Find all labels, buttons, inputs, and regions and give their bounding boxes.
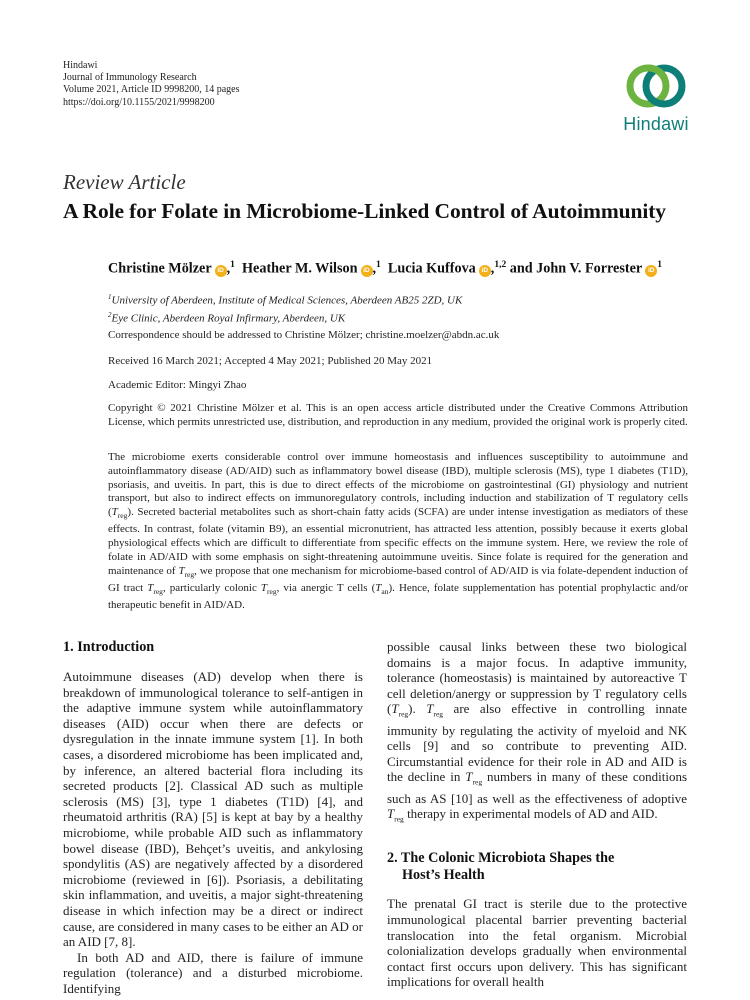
correspondence: Correspondence should be addressed to Christine Mölzer; christine.moelzer@abdn.ac.uk: [108, 329, 500, 341]
author-name[interactable]: Lucia Kuffova: [387, 260, 476, 277]
orcid-icon[interactable]: iD: [645, 265, 657, 277]
hindawi-logo: [618, 58, 694, 136]
paragraph: Autoimmune diseases (AD) develop when there is breakdown of immunological tolerance to self-antigen in the adaptive immune system while autoinflammatory diseases (AID) occur when there are defects or dysregulation in the innate immune system [1]. In both cases, a disordered microbiome has been implicated and, by inference, an altered bacterial flora including its secreted products [2]. Classical AD such as multiple sclerosis (MS) [3], type 1 diabetes (T1D) [4], and rheumatoid arthritis (RA) [5] is kept at bay by a healthy microbiome, while probable AID such as inflammatory bowel disease (IBD), Behçet’s uveitis, and ankylosing spondylitis (AS) are negatively affected by a disordered microbiome (reviewed in [6]). Psoriasis, a debilitating skin inflammation, and uveitis, a major sight-threatening disease in which infection may be a direct or indirect cause, are considered in many cases to be either an AD or an AID [7, 8].: [63, 669, 363, 950]
article-type: Review Article: [63, 170, 186, 194]
journal-meta: [63, 60, 239, 109]
right-column: [387, 639, 687, 990]
paragraph: The prenatal GI tract is sterile due to the protective immunological placental barrier preventing bacterial translocation into the fetal organism. Microbial colonialization develops gradually when environmental contact first occurs upon delivery. This has significant implications for overall health: [387, 896, 687, 990]
author-name[interactable]: Christine Mölzer: [108, 260, 212, 277]
section-heading: 2. The Colonic Microbiota Shapes the Host’s Health: [387, 850, 615, 884]
orcid-icon[interactable]: iD: [479, 265, 491, 277]
doi-link[interactable]: https://doi.org/10.1155/2021/9998200: [63, 96, 215, 108]
affiliation-item: $^2$Eye Clinic, Aberdeen Royal Infirmary, Aberdeen, UK: [108, 310, 346, 325]
author-and: and: [509, 260, 533, 277]
affil-marker: 1: [376, 260, 381, 270]
left-column: [63, 639, 363, 996]
affiliations: [108, 290, 462, 325]
paragraph: possible causal links between these two biological domains is a major focus. In adaptive immunity, tolerance (homeostasis) is maintained by autoreactive T cell deletion/anergy or suppression by T regulatory cells $(T_{reg})$. $T_{reg}$ are also effective in controlling innate immunity by regulating the activity of myeloid and NK cells [9] and so contribute to preventing AID. Circumstantial evidence for their role in AD and AID is the decline in $T_{reg}$ numbers in many of these conditions such as AS [10] as well as the effectiveness of adoptive $T_{reg}$ therapy in experimental models of AD and AID.: [387, 639, 688, 824]
affil-marker: 1,2: [494, 260, 507, 270]
hindawi-logo-icon: [623, 58, 689, 114]
article-title: A Role for Folate in Microbiome-Linked Control of Autoimmunity: [63, 199, 666, 223]
abstract: The microbiome exerts considerable control over immune homeostasis and influences susceptibility to autoimmune and autoinflammatory disease (AD/AID) such as inflammatory bowel disease (IBD), multiple sclerosis (MS), type 1 diabetes (T1D), psoriasis, and uveitis. In part, this is due to direct effects of the microbiome on gastrointestinal (GI) physiology and nutrient transport, but also to indirect effects on immunoregulatory controls, including induction and stabilization of T regulatory cells $(T_{reg})$. Secreted bacterial metabolites such as short-chain fatty acids (SCFA) are under intense investigation as mediators of these effects. In contrast, folate (vitamin B9), an essential micronutrient, has attracted less attention, possibly because it exerts global physiological effects which are difficult to differentiate from specific effects on the immune system. Here, we review the role of folate in AD/AID with some emphasis on sight-threatening autoimmune uveitis. Since folate is required for the generation and maintenance of $T_{reg}$, we propose that one mechanism for microbiome-based control of AD/AID is via folate-dependent induction of GI tract $T_{reg}$, particularly colonic $T_{reg}$, via anergic T cells $(T_{an})$. Hence, folate supplementation has potential prophylactic and/or therapeutic benefit in AID/AD.: [108, 451, 688, 611]
volume-info: Volume 2021, Article ID 9998200, 14 pages: [63, 84, 240, 96]
affil-marker: 1: [657, 260, 662, 270]
author-name[interactable]: John V. Forrester: [536, 260, 643, 277]
affil-marker: 1: [230, 260, 235, 270]
publication-dates: Received 16 March 2021; Accepted 4 May 2021; Published 20 May 2021: [108, 355, 433, 367]
logo-wordmark: Hindawi: [623, 114, 689, 134]
publisher-name: Hindawi: [63, 60, 98, 71]
orcid-icon[interactable]: iD: [215, 265, 227, 277]
copyright-notice: Copyright © 2021 Christine Mölzer et al. This is an open access article distributed under the Creative Commons Attribution License, which permits unrestricted use, distribution, and reproduction in any medium, provided the original work is properly cited.: [108, 402, 688, 428]
paragraph: In both AD and AID, there is failure of immune regulation (tolerance) and a disturbed microbiome. Identifying: [63, 949, 363, 996]
orcid-icon[interactable]: iD: [361, 265, 373, 277]
author-name[interactable]: Heather M. Wilson: [242, 260, 358, 277]
academic-editor: Academic Editor: Mingyi Zhao: [108, 379, 247, 391]
journal-name: Journal of Immunology Research: [63, 72, 197, 84]
section-heading: 1. Introduction: [63, 639, 155, 655]
affiliation-item: $^1$University of Aberdeen, Institute of Medical Sciences, Aberdeen AB25 2ZD, UK: [108, 293, 463, 307]
author-list: Christine Mölzer iD ,$^1$ Heather M. Wilson iD ,$^1$ Lucia Kuffova iD ,$^{1,2}$ and John V. Forrester $iD^1$: [108, 260, 662, 277]
